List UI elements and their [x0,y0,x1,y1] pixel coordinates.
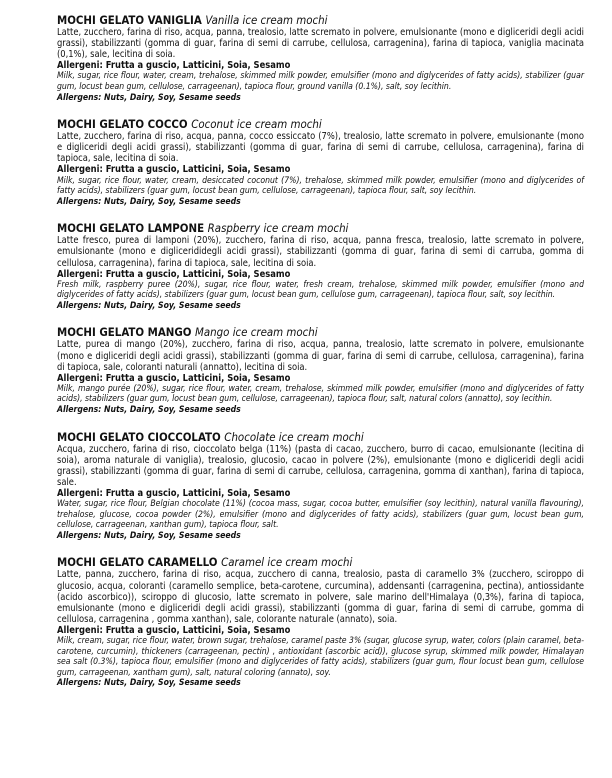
product-name-en: Caramel ice cream mochi [221,555,353,570]
product-name-it: MOCHI GELATO CARAMELLO [57,555,218,570]
ingredients-it: Latte, zucchero, farina di riso, acqua, panna, cocco essiccato (7%), trealosio, latte scremato in polvere, emulsionante (mono e digliceridi degli acidi grassi), stabilizzanti (gomma di guar, farina di semi di carrube, cellulosa, carragenina), farina di tapioca, sale, lecitina di soia. [57,131,584,165]
product-lampone [57,222,584,311]
product-name-en: Coconut ice cream mochi [191,117,322,132]
allergens-it: Allergeni: Frutta a guscio, Latticini, Soia, Sesamo [57,164,291,176]
allergens-en: Allergens: Nuts, Dairy, Soy, Sesame seeds [57,530,241,541]
product-title [57,326,584,339]
product-cocco [57,118,584,207]
allergens-en: Allergens: Nuts, Dairy, Soy, Sesame seeds [57,405,241,416]
product-name-it: MOCHI GELATO COCCO [57,117,188,132]
product-title [57,431,584,444]
allergens-en: Allergens: Nuts, Dairy, Soy, Sesame seeds [57,678,241,689]
allergens-it: Allergeni: Frutta a guscio, Latticini, Soia, Sesamo [57,372,291,384]
allergens-it: Allergeni: Frutta a guscio, Latticini, Soia, Sesamo [57,268,291,280]
ingredients-en: Milk, mango purée (20%), sugar, rice flour, water, cream, trehalose, skimmed milk powder, emulsifier (mono and diglycerides of fatty acids), stabilizers (guar gum, locust bean gum, cellulose, carrageenan), tapioca flour, salt, natural colors (annatto), soy lecithin. [57,383,584,405]
product-mango [57,326,584,415]
ingredients-it: Latte, zucchero, farina di riso, acqua, panna, trealosio, latte scremato in polvere, emulsionante (mono e digliceridi degli acidi grassi), stabilizzanti (gomma di guar, farina di semi di carrube, cellulosa, carragenina), farina di tapioca, vaniglia macinata (0,1%), sale, lecitina di soia. [57,27,584,61]
ingredients-en: Water, sugar, rice flour, Belgian chocolate (11%) (cocoa mass, sugar, cocoa butter, emulsifier (soy lecithin), natural vanilla flavouring), trehalose, glucose, cocoa powder (2%), emulsifier (mono and diglycerides of fatty acids), stabilizers (guar gum, locust bean gum, cellulose, carrageenan, xanthan gum), tapioca flour, salt. [57,499,584,531]
product-caramello [57,556,584,689]
product-name-en: Mango ice cream mochi [195,325,318,340]
ingredients-en: Milk, sugar, rice flour, water, cream, desiccated coconut (7%), trehalose, skimmed milk powder, emulsifier (mono and diglycerides of fatty acids), stabilizers (guar gum, locust bean gum, cellulose, carrageenan), tapioca flour, salt, soy lecithin. [57,175,584,197]
ingredients-it: Latte fresco, purea di lamponi (20%), zucchero, farina di riso, acqua, panna fresca, trealosio, latte scremato in polvere, emulsionante (mono e diglicerididegli acidi grassi), stabilizzanti (gomma di guar, farina di semi di carruba, gomma di cellulosa, carragenina), farina di tapioca, sale, lecitina di soia. [57,235,584,269]
allergens-en: Allergens: Nuts, Dairy, Soy, Sesame seeds [57,300,241,311]
product-title [57,222,584,235]
ingredients-en: Milk, sugar, rice flour, water, cream, trehalose, skimmed milk powder, emulsifier (mono and diglycerides of fatty acids), stabilizer (guar gum, locust bean gum, cellulose, carrageenan), tapioca flour, ground vanilla (0.1%), salt, soy lecithin. [57,71,584,92]
ingredients-en: Milk, cream, sugar, rice flour, water, brown sugar, trehalose, caramel paste 3% (sugar, glucose syrup, water, colors (plain caramel, beta-carotene, curcumin), thickeners (carrageenan, pectin) , antioxidant (ascorbic acid)), glucose syrup, skimmed milk powder, Himalayan sea salt (0.3%), tapioca flour, emulsifier (mono and diglycerides of fatty acids), stabilizers (guar gum, flour locust bean gum, cellulose gum, carrageenan, xantham gum), salt, natural coloring (annato), soy. [57,636,584,678]
product-cioccolato [57,431,584,542]
allergens-it: Allergeni: Frutta a guscio, Latticini, Soia, Sesamo [57,60,291,72]
ingredients-it: Latte, purea di mango (20%), zucchero, farina di riso, acqua, panna, trealosio, latte scremato in polvere, emulsionante (mono e digliceridi degli acidi grassi), stabilizzanti (gomma di guar, farina di semi di carrube, cellulosa, carragenina), farina di tapioca, sale, coloranti naturali (annatto), lecitina di soia. [57,339,584,373]
allergens-en: Allergens: Nuts, Dairy, Soy, Sesame seeds [57,196,241,207]
product-title [57,14,584,27]
product-name-en: Chocolate ice cream mochi [224,429,364,444]
product-vaniglia [57,14,584,103]
product-name-it: MOCHI GELATO VANIGLIA [57,13,202,27]
product-name-it: MOCHI GELATO CIOCCOLATO [57,429,221,444]
product-name-en: Vanilla ice cream mochi [205,13,328,27]
allergens-en: Allergens: Nuts, Dairy, Soy, Sesame seeds [57,92,241,103]
ingredients-en: Fresh milk, raspberry puree (20%), sugar, rice flour, water, fresh cream, trehalose, skimmed milk powder, emulsifier (mono and diglycerides of fatty acids), stabilizers (guar gum, locust bean gum, cellulose gum, carrageenan), tapioca flour, salt, soy lecithin. [57,279,584,301]
product-name-it: MOCHI GELATO LAMPONE [57,221,205,236]
product-title [57,118,584,131]
ingredients-it: Acqua, zucchero, farina di riso, cioccolato belga (11%) (pasta di cacao, zucchero, burro di cacao, emulsionante (lecitina di soia), aroma naturale di vaniglia), trealosio, glucosio, cacao in polvere (2%), emulsionante (mono e digliceridi degli acidi grassi), stabilizzanti (gomma di guar, farina di semi di carrube, cellulosa, carragenina, gomma di xanthan), farina di tapioca, sale. [57,443,584,488]
product-name-en: Raspberry ice cream mochi [207,221,349,236]
allergens-it: Allergeni: Frutta a guscio, Latticini, Soia, Sesamo [57,624,291,636]
product-name-it: MOCHI GELATO MANGO [57,325,192,340]
product-title [57,556,584,569]
allergens-it: Allergeni: Frutta a guscio, Latticini, Soia, Sesamo [57,488,291,499]
ingredients-it: Latte, panna, zucchero, farina di riso, acqua, zucchero di canna, trealosio, pasta di caramello 3% (zucchero, sciroppo di glucosio, acqua, coloranti (caramello semplice, beta-carotene, curcumina), addensanti (carragenina, pectina), antiossidante (acido ascorbico)), sciroppo di glucosio, latte scremato in polvere, sale marino dell'Himalaya (0,3%), farina di tapioca, emulsionante (mono e digliceridi degli acidi grassi), stabilizzanti (gomma di guar, farina di semi di carrube, gomma di cellulosa, carragenina , gomma xanthan), sale, colorante naturale (annato), soia. [57,569,584,625]
